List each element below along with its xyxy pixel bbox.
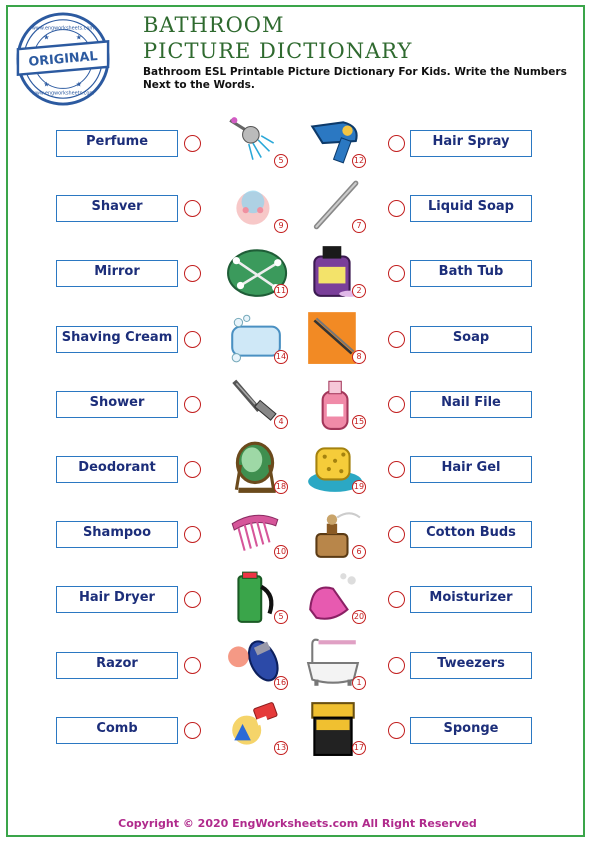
svg-text:★: ★ — [43, 33, 50, 42]
bath-tub-picture — [300, 634, 366, 692]
picture-number-badge: 10 — [274, 545, 288, 559]
sponge-picture — [300, 438, 366, 496]
answer-circle-hair-dryer[interactable] — [184, 591, 201, 608]
answer-circle-mirror[interactable] — [184, 265, 201, 282]
answer-circle-moisturizer[interactable] — [388, 591, 405, 608]
answer-circle-shaving-cream[interactable] — [184, 331, 201, 348]
cotton-buds-picture — [222, 242, 288, 300]
answer-circle-hair-gel[interactable] — [388, 461, 405, 478]
word-box-moisturizer: Moisturizer — [410, 586, 532, 613]
word-box-shower: Shower — [56, 391, 178, 418]
answer-circle-liquid-soap[interactable] — [388, 200, 405, 217]
picture-number-badge: 12 — [352, 154, 366, 168]
word-box-razor: Razor — [56, 652, 178, 679]
picture-number-badge: 5 — [274, 610, 288, 624]
deodorant-picture — [222, 568, 288, 626]
answer-circle-cotton-buds[interactable] — [388, 526, 405, 543]
hair-spray-picture — [300, 568, 366, 626]
soap-bar-picture — [222, 308, 288, 366]
answer-circle-perfume[interactable] — [184, 135, 201, 152]
liquid-soap-picture — [300, 373, 366, 431]
shaving-cream-picture — [300, 699, 366, 757]
title-line-1: BATHROOM — [143, 13, 285, 37]
svg-text:★: ★ — [75, 80, 82, 89]
picture-number-badge: 8 — [352, 350, 366, 364]
word-box-hair-spray: Hair Spray — [410, 130, 532, 157]
picture-number-badge: 4 — [274, 415, 288, 429]
perfume-picture — [300, 503, 366, 561]
word-box-shaving-cream: Shaving Cream — [56, 326, 178, 353]
answer-circle-nail-file[interactable] — [388, 396, 405, 413]
original-stamp — [14, 10, 112, 108]
hair-dryer-picture — [300, 112, 366, 170]
shampoo-bottle-picture — [300, 242, 366, 300]
picture-number-badge: 16 — [274, 676, 288, 690]
word-box-comb: Comb — [56, 717, 178, 744]
svg-text:www.engworksheets.com: www.engworksheets.com — [31, 25, 95, 32]
hair-gel-picture — [222, 699, 288, 757]
answer-circle-sponge[interactable] — [388, 722, 405, 739]
picture-number-badge: 6 — [352, 545, 366, 559]
page-title — [143, 12, 412, 64]
picture-number-badge: 18 — [274, 480, 288, 494]
svg-text:★: ★ — [43, 80, 50, 89]
answer-circle-deodorant[interactable] — [184, 461, 201, 478]
word-box-liquid-soap: Liquid Soap — [410, 195, 532, 222]
word-box-shampoo: Shampoo — [56, 521, 178, 548]
nail-file-picture — [300, 177, 366, 235]
picture-number-badge: 11 — [274, 284, 288, 298]
picture-number-badge: 1 — [352, 676, 366, 690]
face-moisturizer-picture — [222, 177, 288, 235]
razor-picture — [222, 373, 288, 431]
picture-number-badge: 17 — [352, 741, 366, 755]
word-box-sponge: Sponge — [410, 717, 532, 744]
mirror-picture — [222, 438, 288, 496]
picture-number-badge: 13 — [274, 741, 288, 755]
word-box-nail-file: Nail File — [410, 391, 532, 418]
picture-number-badge: 5 — [274, 154, 288, 168]
instructions: Bathroom ESL Printable Picture Dictionary For Kids. Write the Numbers Next to the Words. — [143, 66, 567, 91]
picture-number-badge: 14 — [274, 350, 288, 364]
picture-number-badge: 2 — [352, 284, 366, 298]
picture-number-badge: 7 — [352, 219, 366, 233]
picture-number-badge: 20 — [352, 610, 366, 624]
answer-circle-shampoo[interactable] — [184, 526, 201, 543]
answer-circle-comb[interactable] — [184, 722, 201, 739]
answer-circle-tweezers[interactable] — [388, 657, 405, 674]
picture-number-badge: 19 — [352, 480, 366, 494]
shaver-picture — [222, 634, 288, 692]
picture-number-badge: 15 — [352, 415, 366, 429]
answer-circle-bath-tub[interactable] — [388, 265, 405, 282]
svg-text:www.engworksheets.com: www.engworksheets.com — [31, 90, 95, 97]
word-box-deodorant: Deodorant — [56, 456, 178, 483]
picture-number-badge: 9 — [274, 219, 288, 233]
svg-text:★: ★ — [75, 33, 82, 42]
word-box-shaver: Shaver — [56, 195, 178, 222]
answer-circle-shaver[interactable] — [184, 200, 201, 217]
answer-circle-hair-spray[interactable] — [388, 135, 405, 152]
tweezers-picture — [300, 308, 366, 366]
word-box-hair-gel: Hair Gel — [410, 456, 532, 483]
title-line-2: PICTURE DICTIONARY — [143, 39, 413, 63]
word-box-cotton-buds: Cotton Buds — [410, 521, 532, 548]
shower-head-picture — [222, 112, 288, 170]
answer-circle-shower[interactable] — [184, 396, 201, 413]
copyright-footer: Copyright © 2020 EngWorksheets.com All Right Reserved — [118, 817, 477, 830]
word-box-hair-dryer: Hair Dryer — [56, 586, 178, 613]
answer-circle-razor[interactable] — [184, 657, 201, 674]
comb-picture — [222, 503, 288, 561]
word-box-tweezers: Tweezers — [410, 652, 532, 679]
word-box-soap: Soap — [410, 326, 532, 353]
svg-text:ORIGINAL: ORIGINAL — [27, 48, 99, 70]
word-box-perfume: Perfume — [56, 130, 178, 157]
word-box-mirror: Mirror — [56, 260, 178, 287]
answer-circle-soap[interactable] — [388, 331, 405, 348]
word-box-bath-tub: Bath Tub — [410, 260, 532, 287]
